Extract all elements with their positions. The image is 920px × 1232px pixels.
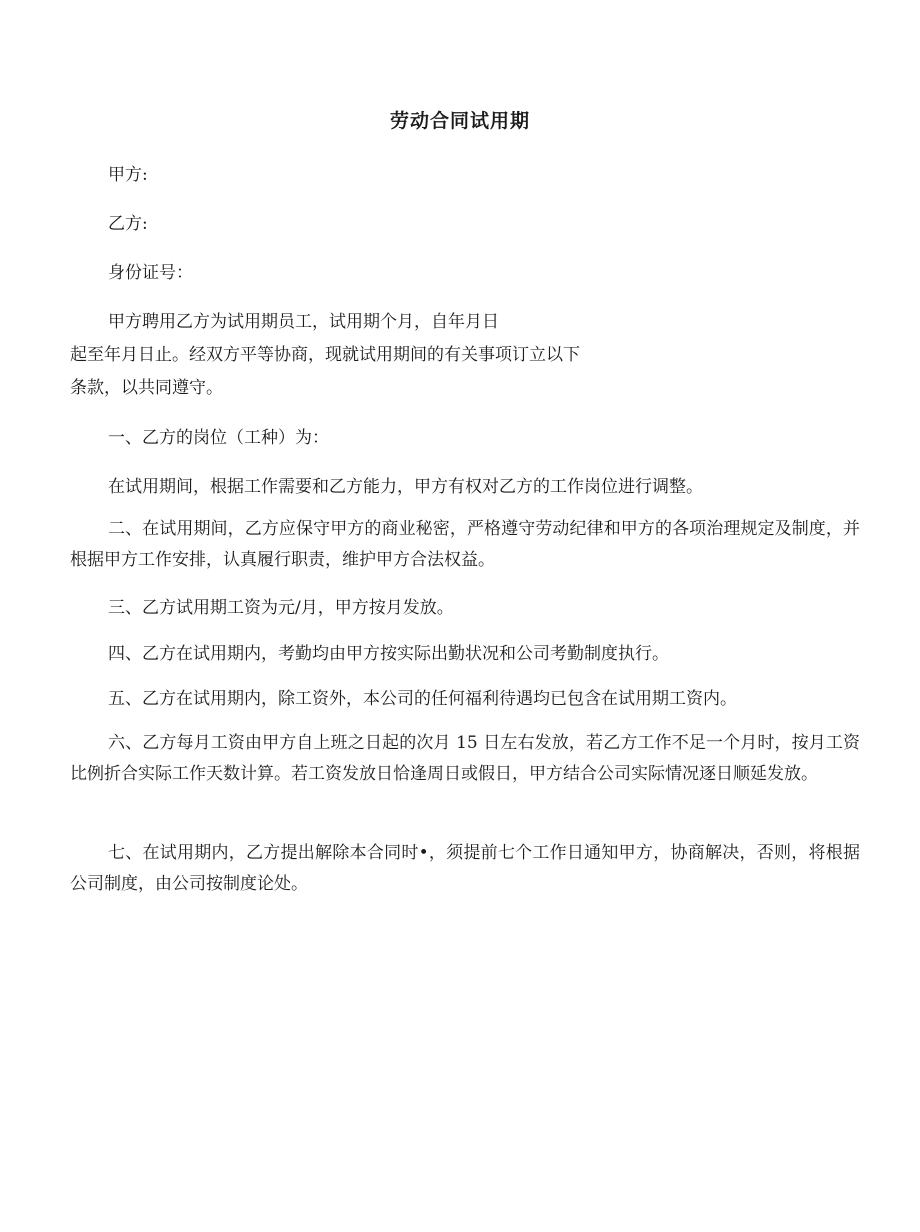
intro-line-3: 条款，以共同遵守。 [70, 378, 223, 398]
clause-1-detail: 在试用期间，根据工作需要和乙方能力，甲方有权对乙方的工作岗位进行调整。 [108, 477, 703, 497]
party-b-label: 乙方: [108, 214, 148, 234]
document-title: 劳动合同试用期 [389, 110, 530, 132]
clause-3: 三、乙方试用期工资为元/月，甲方按月发放。 [108, 598, 454, 618]
clause-1: 一、乙方的岗位（工种）为： [108, 428, 329, 448]
clause-4: 四、乙方在试用期内，考勤均由甲方按实际出勤状况和公司考勤制度执行。 [108, 644, 669, 664]
intro-line-2: 起至年月日止。经双方平等协商，现就试用期间的有关事项订立以下 [70, 345, 580, 365]
clause-5: 五、乙方在试用期内，除工资外，本公司的任何福利待遇均已包含在试用期工资内。 [108, 689, 737, 709]
clause-6: 六、乙方每月工资由甲方自上班之日起的次月 15 日左右发放，若乙方工作不足一个月时，按月工资比例折合实际工作天数计算。若工资发放日恰逢周日或假日，甲方结合公司实际情况逐日顺延发放。 [70, 733, 860, 784]
clause-2: 二、在试用期间，乙方应保守甲方的商业秘密，严格遵守劳动纪律和甲方的各项治理规定及制度，并根据甲方工作安排，认真履行职责，维护甲方合法权益。 [70, 519, 860, 570]
clause-7: 七、在试用期内，乙方提出解除本合同时•，须提前七个工作日通知甲方，协商解决，否则，将根据公司制度，由公司按制度论处。 [70, 843, 860, 894]
id-number-label: 身份证号： [108, 263, 193, 283]
intro-line-1: 甲方聘用乙方为试用期员工，试用期个月，自年月日 [108, 312, 499, 332]
party-a-label: 甲方: [108, 165, 148, 185]
